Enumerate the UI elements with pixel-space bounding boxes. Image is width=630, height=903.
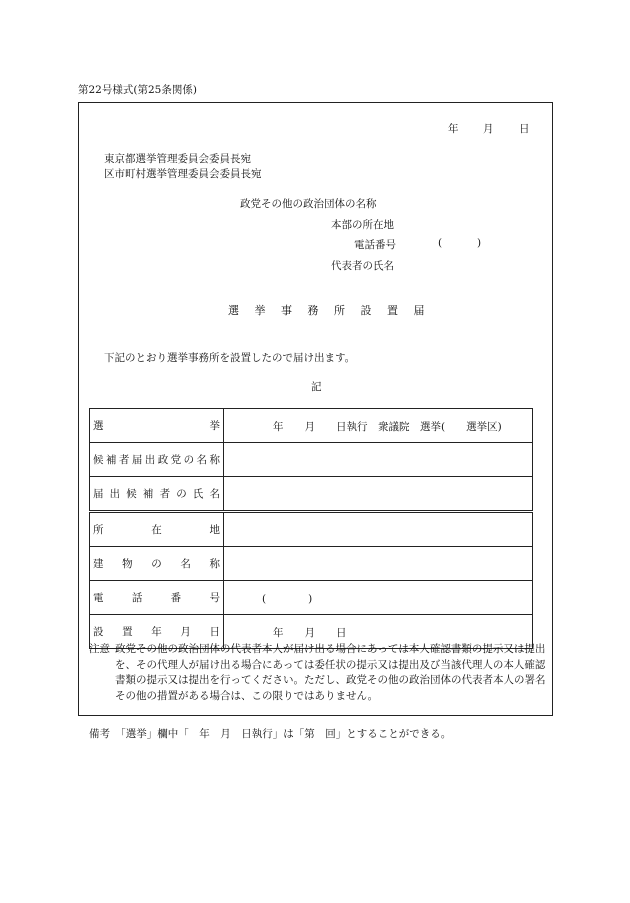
row-label: 建物の名称 [90,547,224,581]
note-block [89,642,549,704]
row-label: 設置年月日 [90,615,224,649]
table-row [90,512,533,547]
address-value[interactable] [224,512,533,547]
party-name-label: 政党その他の政治団体の名称 [240,198,377,210]
phone-value[interactable]: ( ) [224,581,533,615]
date-month: 月 [483,123,494,135]
remark-text: 備考 「選挙」欄中「 年 月 日執行」は「第 回」とすることができる。 [89,728,452,740]
party-name-value[interactable] [224,443,533,477]
row-label: 電話番号 [90,581,224,615]
date-year: 年 [448,123,459,135]
date-day: 日 [519,123,530,135]
phone-paren-close: ) [477,237,482,249]
intro-text: 下記のとおり選挙事務所を設置したので届け出ます。 [104,352,356,364]
ki-mark: 記 [311,381,322,393]
document-title: 選 挙 事 務 所 設 置 届 [228,304,431,317]
addressee-municipal: 区市町村選挙管理委員会委員長宛 [104,168,262,180]
note-text: 政党その他の政治団体の代表者本人が届け出る場合にあっては本人確認書類の提示又は提出を、その代理人が届け出る場合にあっては委任状の提示又は提出及び当該代理人の本人確認書類の提示又は提出を行ってください。ただし、政党その他の政治団体の代表者本人の署名その他の措置がある場合は、この限りではありません。 [115,643,546,702]
row-label: 選挙 [90,409,224,443]
phone-label: 電話番号 [354,239,396,251]
row-label: 届出候補者の氏名 [90,477,224,512]
details-table [89,408,533,649]
note-label: 注意 [89,643,110,655]
established-date-value[interactable]: 年 月 日 [224,615,533,649]
table-row [90,443,533,477]
form-number: 第22号様式(第25条関係) [78,84,197,96]
election-value[interactable]: 年 月 日執行 衆議院 選挙( 選挙区) [224,409,533,443]
representative-label: 代表者の氏名 [331,260,394,272]
phone-paren-open: ( [438,237,443,249]
table-row [90,581,533,615]
row-label: 候補者届出政党の名称 [90,443,224,477]
candidate-name-value[interactable] [224,477,533,512]
table-row [90,409,533,443]
row-label: 所在地 [90,512,224,547]
addressee-tokyo: 東京都選挙管理委員会委員長宛 [104,153,251,165]
table-row [90,477,533,512]
hq-address-label: 本部の所在地 [331,219,394,231]
building-name-value[interactable] [224,547,533,581]
table-row [90,547,533,581]
